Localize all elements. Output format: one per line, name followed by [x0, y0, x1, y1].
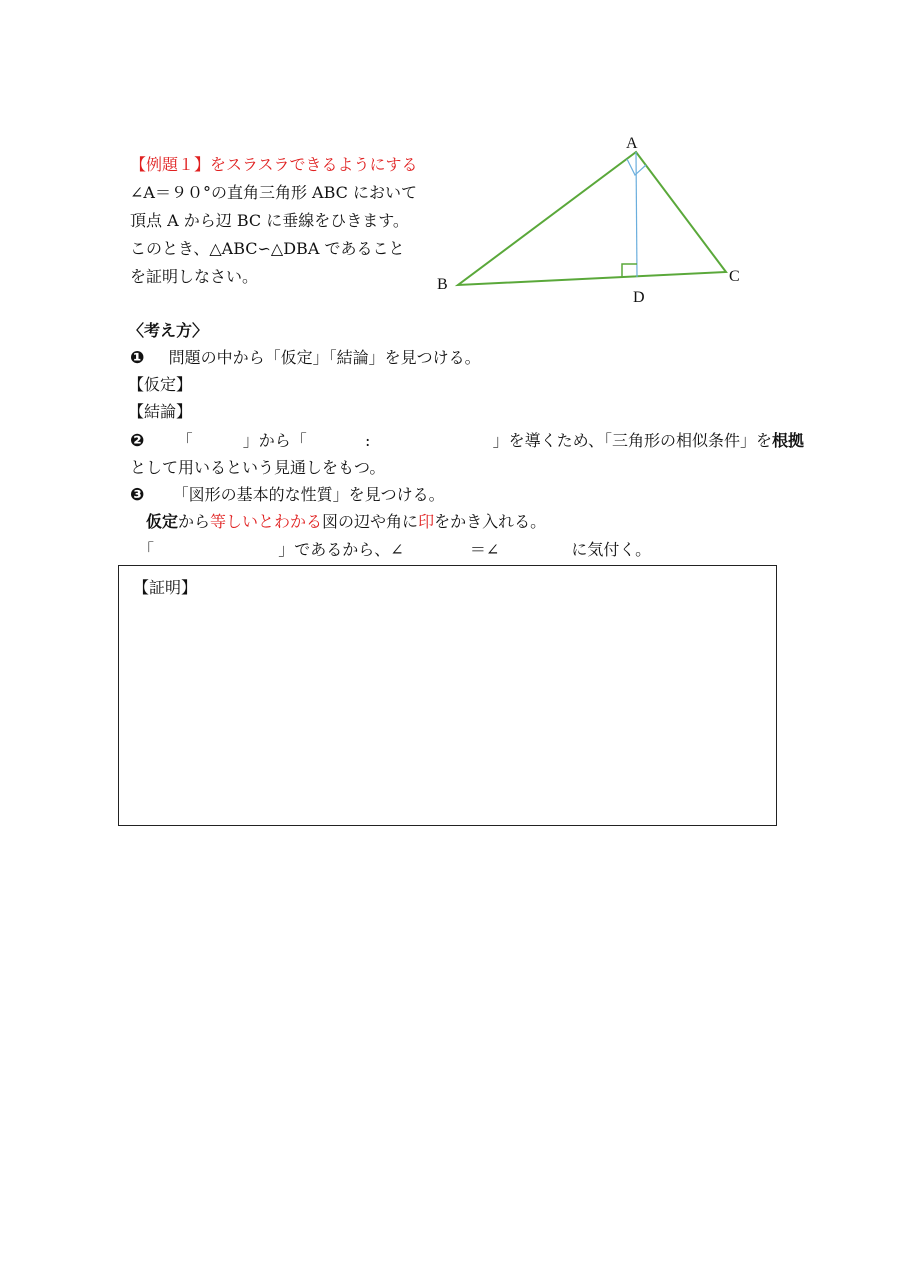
triangle-abc	[458, 152, 726, 285]
proof-label: 【証明】	[133, 578, 198, 597]
step3-marker: ❸	[130, 485, 145, 505]
triangle-figure	[0, 0, 905, 340]
step3-line2	[146, 512, 546, 532]
step3-end: をかき入れる。	[434, 512, 547, 531]
problem-line-2: 頂点 A から辺 BC に垂線をひきます。	[130, 211, 409, 230]
step1-line	[130, 348, 481, 368]
step2-close2: 」を導くため、「三角形の相似条件」を	[492, 431, 772, 450]
step2-close1: 」から「	[242, 431, 307, 450]
step3-assumption-word: 仮定	[146, 512, 179, 531]
problem-line-3: このとき、△ABC∽△DBA であること	[130, 239, 405, 258]
step3-from: から	[178, 512, 211, 531]
step2-colon: :	[365, 431, 371, 450]
step3-equal-phrase: 等しいとわかる	[210, 512, 323, 531]
step3-line	[130, 485, 445, 505]
vertex-label-a: A	[626, 135, 638, 152]
step1-text: 問題の中から「仮定」「結論」を見つける。	[168, 348, 481, 367]
conclusion-label: 【結論】	[128, 402, 193, 421]
step2-line	[130, 431, 804, 451]
vertex-label-c: C	[729, 268, 740, 285]
step2-bold-word: 根拠	[771, 431, 804, 450]
step3-line3	[138, 540, 651, 560]
step3-figure-phrase: 図の辺や角に	[322, 512, 419, 531]
step2-line2: として用いるという見通しをもつ。	[130, 458, 386, 477]
vertex-label-b: B	[437, 276, 448, 293]
step3-text: 「図形の基本的な性質」を見つける。	[172, 485, 445, 504]
step1-marker: ❶	[130, 348, 145, 368]
step3-mark-word: 印	[418, 512, 435, 531]
problem-line-1: ∠A＝９０°の直角三角形 ABC において	[130, 183, 417, 202]
step3-line3-end: に気付く。	[571, 540, 652, 559]
altitude-ad	[636, 152, 637, 277]
vertex-label-d: D	[633, 289, 645, 306]
step3-line3-eq: ＝∠	[469, 540, 500, 559]
problem-heading: 【例題１】をスラスラできるようにする	[130, 155, 418, 174]
step2-open1: 「	[176, 431, 193, 450]
proof-box[interactable]	[118, 565, 777, 826]
problem-line-4: を証明しなさい。	[130, 267, 259, 286]
assumption-label: 【仮定】	[128, 375, 193, 394]
step3-line3-open: 「	[138, 540, 155, 559]
approach-title: 〈考え方〉	[128, 321, 209, 340]
step2-marker: ❷	[130, 431, 145, 451]
step3-line3-close: 」であるから、∠	[278, 540, 404, 559]
